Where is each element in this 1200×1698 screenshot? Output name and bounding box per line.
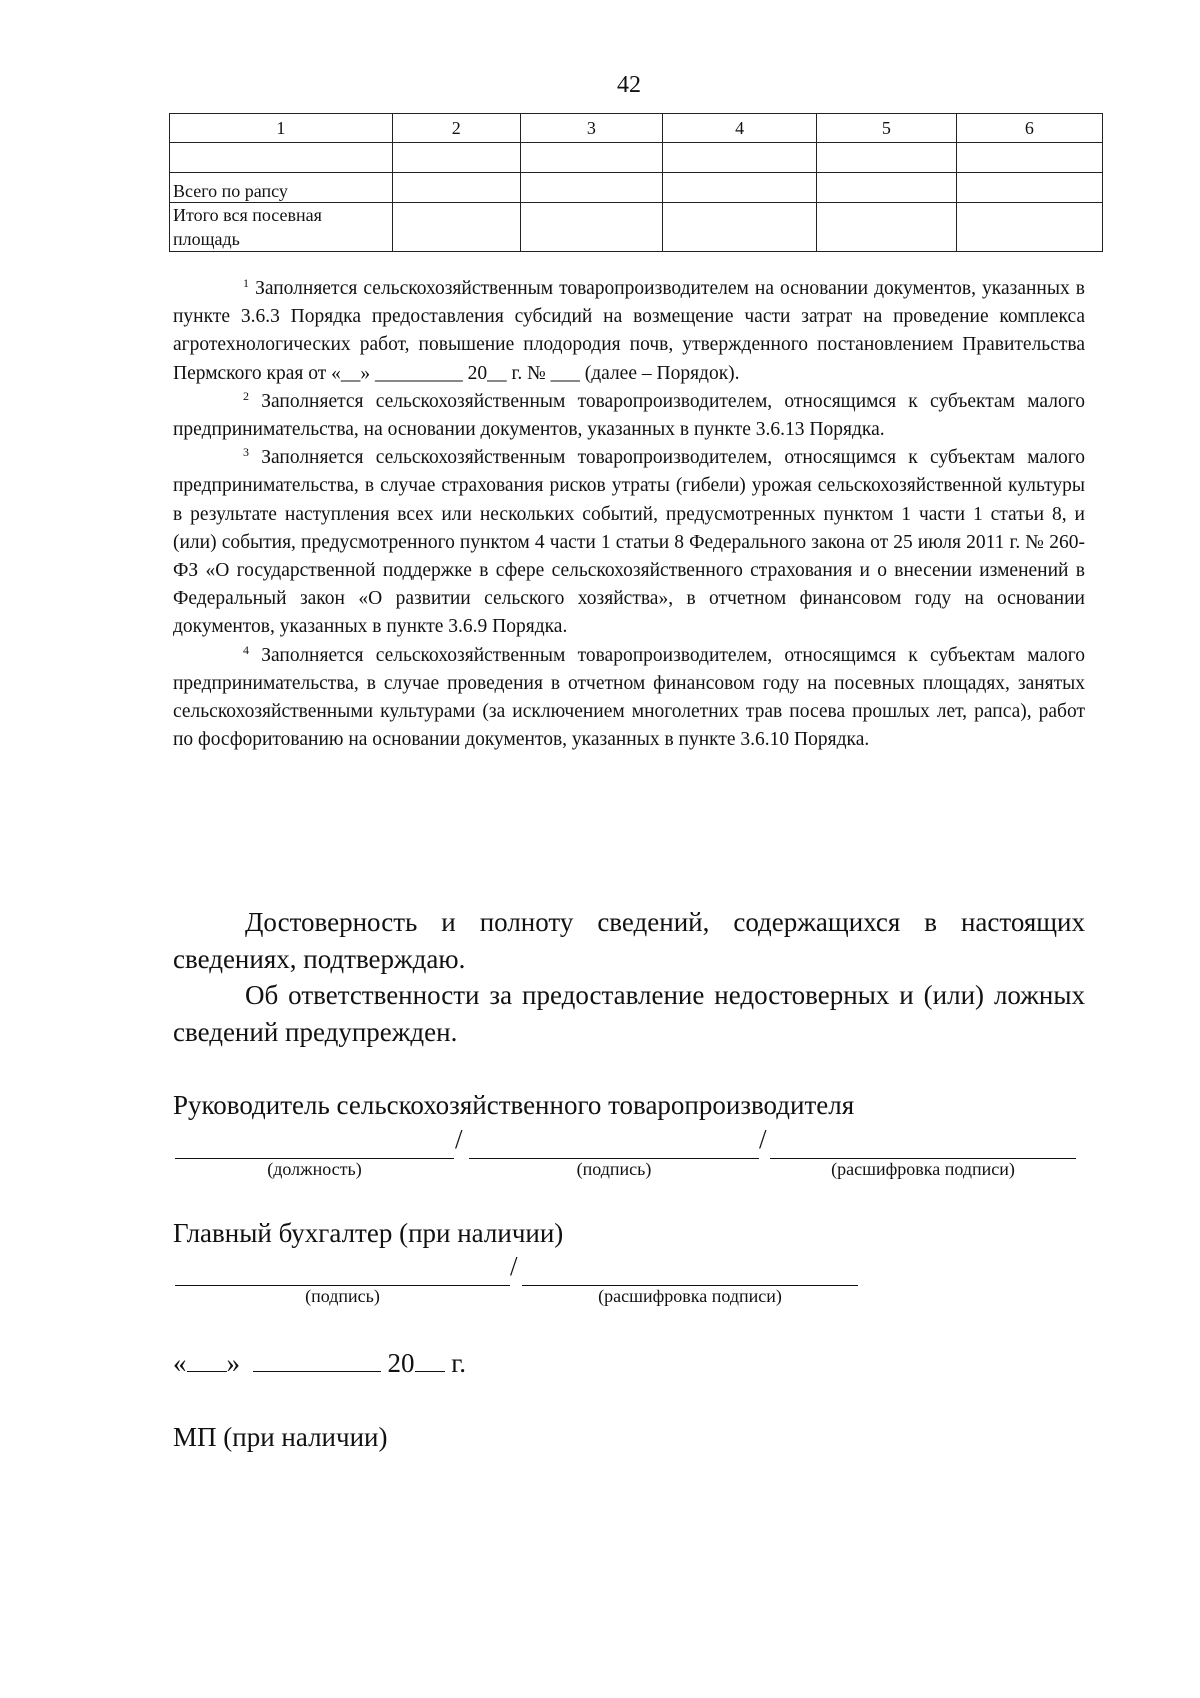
page-number: 42 [617,72,641,98]
position-caption: (должность) [267,1159,362,1179]
column-header: 1 [170,114,393,143]
month-field[interactable] [253,1347,381,1372]
table-row [170,143,1103,173]
footnote-mark: 2 [243,388,249,403]
table-cell[interactable] [956,173,1102,203]
footnote-4 [173,642,1085,755]
table-cell[interactable] [520,143,662,173]
year-suffix: г. [451,1348,467,1378]
table-cell[interactable] [817,203,957,252]
column-header: 5 [817,114,957,143]
table-header-row [170,114,1103,143]
footnote-mark: 3 [243,445,249,460]
stamp-label: МП (при наличии) [173,1422,388,1452]
footnotes [173,275,1085,754]
table-row-total-rapeseed [170,173,1103,203]
year-field[interactable] [415,1347,445,1372]
year-prefix: 20 [387,1348,415,1378]
table-cell[interactable] [520,173,662,203]
table-cell[interactable] [817,173,957,203]
column-header: 4 [663,114,817,143]
confirmation-block [173,904,1085,1050]
table-cell[interactable] [663,173,817,203]
transcript-caption: (расшифровка подписи) [831,1159,1015,1179]
accountant-signature-caption: (подпись) [305,1286,380,1306]
footnote-1 [173,275,1085,388]
separator-slash: / [455,1124,463,1154]
table-cell[interactable] [392,143,520,173]
footnote-2 [173,388,1085,444]
footnote-mark: 4 [243,642,249,657]
footnote-text: Заполняется сельскохозяйственным товаропроизводителем, относящимся к субъектам малого предпринимательства, в случае страхования рисков утраты (гибели) урожая сельскохозяйственной культуры в результате наступления всех или нескольких событий, предусмотренных пунктом 1 части 1 статьи 8, и (или) события, предусмотренного пунктом 4 части 1 статьи 8 Федерального закона от 25 июля 2011 г. № 260-ФЗ «О государственной поддержке в сфере сельскохозяйственного страхования и о внесении изменений в Федеральный закон «О развитии сельского хозяйства», в отчетном финансовом году на основании документов, указанных в пункте 3.6.9 Порядка. [173,447,1086,638]
column-header: 3 [520,114,662,143]
accountant-transcript-caption: (расшифровка подписи) [598,1286,782,1306]
footnote-text: Заполняется сельскохозяйственным товаропроизводителем, относящимся к субъектам малого предпринимательства, в случае проведения в отчетном финансовом году на посевных площадях, занятых сельскохозяйственными культурами (за исключением многолетних трав посева прошлых лет, рапса), работ по фосфоритованию на основании документов, указанных в пункте 3.6.10 Порядка. [173,644,1086,751]
footnote-mark: 1 [243,276,249,290]
row-label: Итого вся посевная площадь [170,203,393,252]
close-quote: » [226,1348,240,1378]
day-field[interactable] [187,1347,227,1372]
separator-slash: / [510,1251,518,1281]
separator-slash: / [759,1124,767,1154]
column-header: 2 [392,114,520,143]
head-signature-title: Руководитель сельскохозяйственного товаропроизводителя [173,1090,855,1120]
signature-caption: (подпись) [576,1159,652,1179]
date-line [173,1347,466,1379]
table-cell[interactable] [520,203,662,252]
footnote-text: Заполняется сельскохозяйственным товаропроизводителем, относящимся к субъектам малого предпринимательства, на основании документов, указанных в пункте 3.6.13 Порядка. [173,390,1086,441]
table-cell[interactable] [663,143,817,173]
responsibility-statement: Об ответственности за предоставление недостоверных и (или) ложных сведений предупрежден. [173,980,1085,1047]
footnote-text: Заполняется сельскохозяйственным товаропроизводителем на основании документов, указанных в пункте 3.6.3 Порядка предоставления субсидий на возмещение части затрат на проведение комплекса агротехнологических работ, повышение плодородия почв, утвержденного постановлением Правительства Пермского края от «__» _________ 20__ г. № ___ (далее – Порядок). [173,278,1085,384]
table-cell[interactable] [392,203,520,252]
data-table [169,113,1103,252]
table-cell[interactable] [956,203,1102,252]
footnote-3 [173,444,1085,641]
table-cell[interactable] [663,203,817,252]
column-header: 6 [956,114,1102,143]
table-cell[interactable] [170,143,393,173]
confirmation-statement: Достоверность и полноту сведений, содержащихся в настоящих сведениях, подтверждаю. [173,907,1085,974]
table-row-total-area [170,203,1103,252]
table-cell[interactable] [956,143,1102,173]
open-quote: « [173,1348,187,1378]
row-label: Всего по рапсу [170,173,393,203]
table-cell[interactable] [817,143,957,173]
table-cell[interactable] [392,173,520,203]
accountant-signature-title: Главный бухгалтер (при наличии) [173,1218,564,1248]
